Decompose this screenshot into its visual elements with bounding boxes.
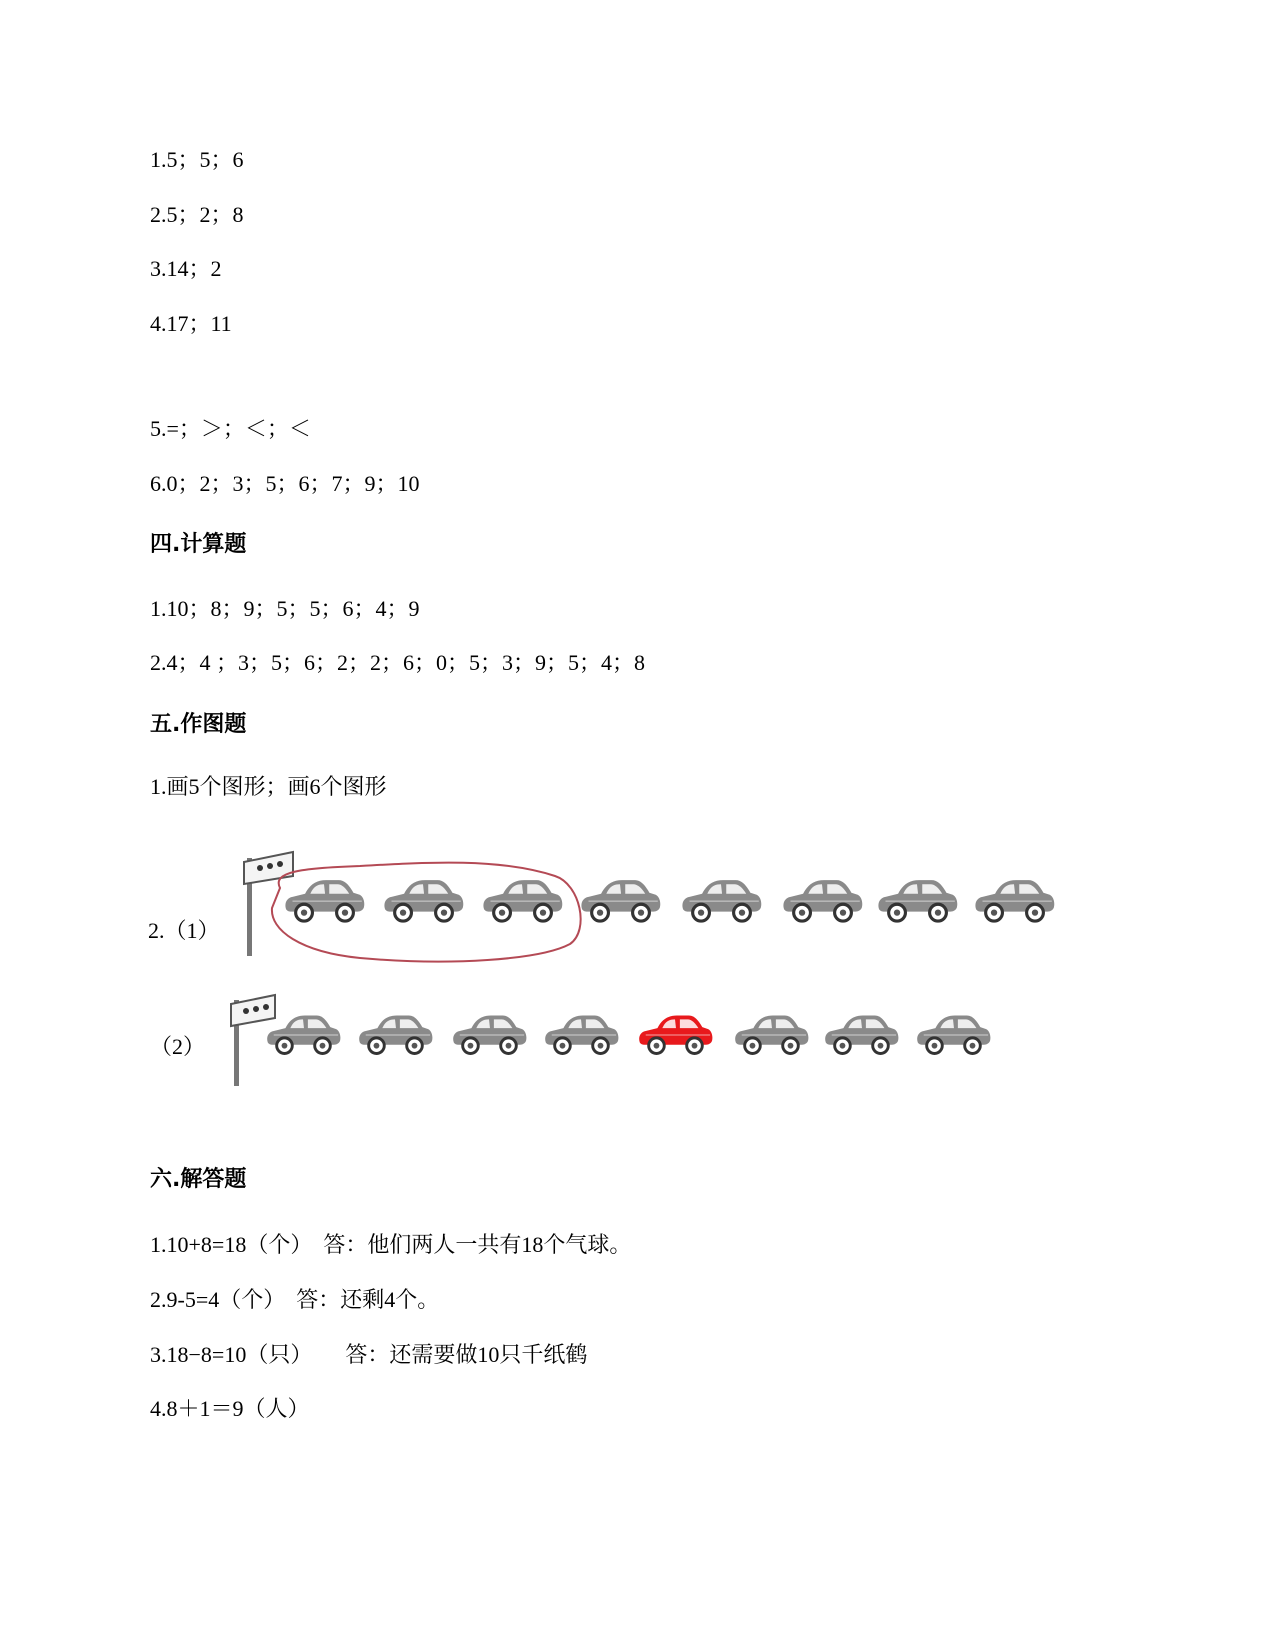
car-icon [483, 880, 562, 921]
section-heading-word-problems: 六.解答题 [150, 1167, 247, 1192]
car-icon [878, 880, 957, 921]
answer-line-6-2: 2.9-5=4（个） 答：还剩4个。 [150, 1287, 440, 1312]
answer-line-3-3: 3.14；2 [150, 256, 222, 281]
answer-line-5-1: 1.画5个图形；画6个图形 [150, 774, 387, 799]
car-icon [453, 1015, 526, 1053]
section-heading-calculation: 四.计算题 [150, 532, 247, 557]
section-heading-drawing: 五.作图题 [150, 712, 247, 737]
car-icon [975, 880, 1054, 921]
highlighted-car-icon [639, 1015, 712, 1053]
answer-line-4-1: 1.10；8；9；5；5；6；4；9 [150, 596, 420, 621]
car-icon [735, 1015, 808, 1053]
answer-line-4-2: 2.4；4 ；3；5；6；2；2；6；0；5；3；9；5；4；8 [150, 650, 646, 675]
car-icon [825, 1015, 898, 1053]
car-icon [581, 880, 660, 921]
answer-line-6-3: 3.18−8=10（只） 答：还需要做10只千纸鹤 [150, 1342, 588, 1367]
answer-line-6-4: 4.8＋1＝9（人） [150, 1396, 310, 1421]
car-icon [682, 880, 761, 921]
answer-line-6-1: 1.10+8=18（个） 答：他们两人一共有18个气球。 [150, 1232, 632, 1257]
answer-line-3-4: 4.17；11 [150, 311, 232, 336]
car-icon [783, 880, 862, 921]
figure-label-1: 2.（1） [148, 918, 220, 943]
answer-line-3-2: 2.5；2；8 [150, 202, 244, 227]
answer-line-3-5: 5.=；＞；＜；＜ [150, 416, 311, 441]
car-icon [267, 1015, 340, 1053]
car-icon [545, 1015, 618, 1053]
answer-line-3-6: 6.0；2；3；5；6；7；9；10 [150, 471, 420, 496]
car-icon [384, 880, 463, 921]
car-icon [917, 1015, 990, 1053]
answer-line-3-1: 1.5；5；6 [150, 147, 244, 172]
figure-label-2: （2） [150, 1034, 206, 1059]
car-icon [359, 1015, 432, 1053]
car-icon [285, 880, 364, 921]
